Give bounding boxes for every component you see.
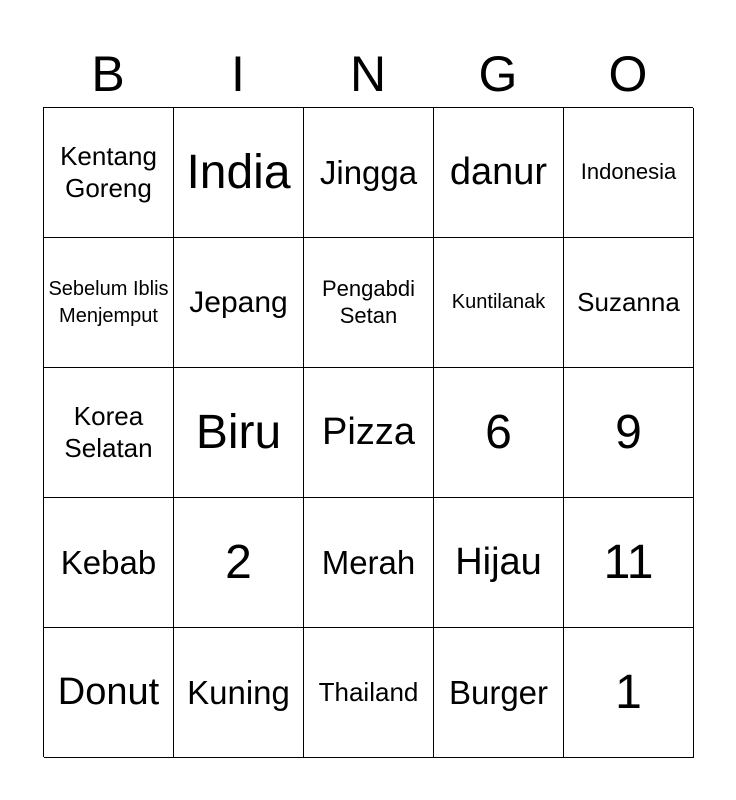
bingo-cell[interactable]: Sebelum Iblis Menjemput	[44, 238, 174, 368]
bingo-cell[interactable]: Thailand	[304, 628, 434, 758]
bingo-cell[interactable]: Kuning	[174, 628, 304, 758]
header-letter-b: B	[91, 46, 125, 102]
bingo-cell[interactable]: Suzanna	[564, 238, 694, 368]
bingo-cell[interactable]: Kebab	[44, 498, 174, 628]
bingo-cell[interactable]: Korea Selatan	[44, 368, 174, 498]
bingo-cell[interactable]: Merah	[304, 498, 434, 628]
bingo-cell[interactable]: Kentang Goreng	[44, 108, 174, 238]
bingo-cell[interactable]: India	[174, 108, 304, 238]
bingo-cell[interactable]: Jepang	[174, 238, 304, 368]
bingo-cell[interactable]: 1	[564, 628, 694, 758]
bingo-board	[43, 107, 693, 757]
bingo-cell[interactable]: Donut	[44, 628, 174, 758]
bingo-cell[interactable]: Kuntilanak	[434, 238, 564, 368]
bingo-cell[interactable]: Jingga	[304, 108, 434, 238]
header-letter-n: N	[349, 46, 387, 102]
bingo-cell[interactable]: Burger	[434, 628, 564, 758]
bingo-cell[interactable]: danur	[434, 108, 564, 238]
bingo-header	[43, 44, 693, 104]
header-letter-i: I	[231, 46, 245, 102]
bingo-cell[interactable]: 11	[564, 498, 694, 628]
header-letter-g: G	[478, 46, 518, 102]
bingo-cell[interactable]: Pengabdi Setan	[304, 238, 434, 368]
bingo-cell[interactable]: 9	[564, 368, 694, 498]
bingo-cell[interactable]: 2	[174, 498, 304, 628]
header-letter-o: O	[608, 46, 648, 102]
bingo-cell[interactable]: 6	[434, 368, 564, 498]
bingo-cell[interactable]: Biru	[174, 368, 304, 498]
bingo-cell[interactable]: Hijau	[434, 498, 564, 628]
bingo-cell[interactable]: Pizza	[304, 368, 434, 498]
bingo-cell[interactable]: Indonesia	[564, 108, 694, 238]
